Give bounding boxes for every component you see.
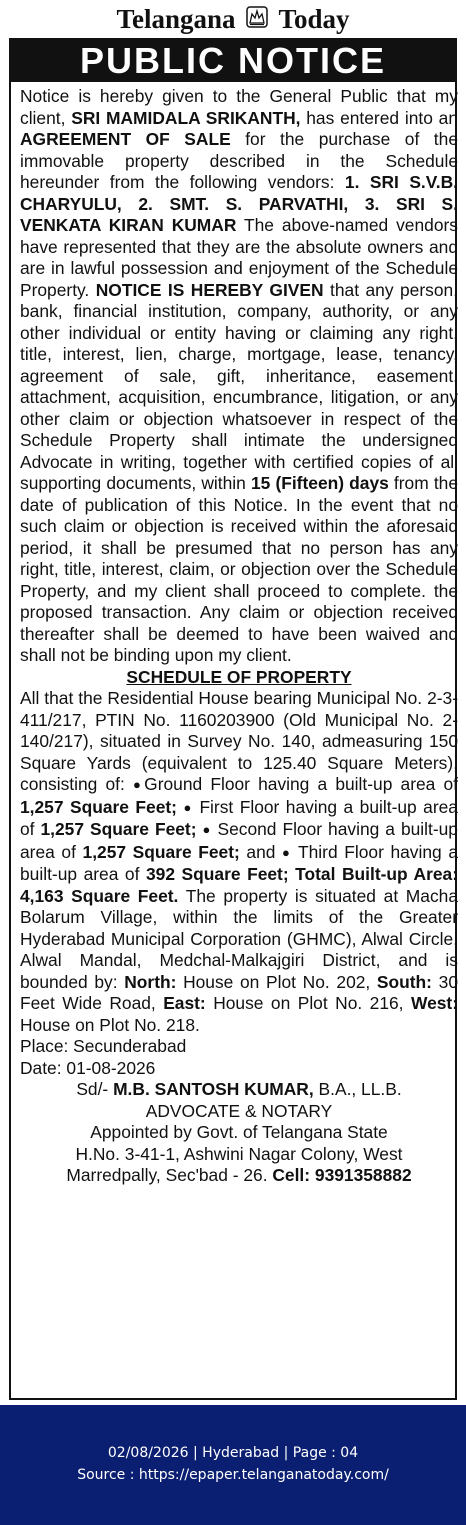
- footer-source-line: Source : https://epaper.telanganatoday.com/: [77, 1467, 389, 1483]
- boundary-east-label: East:: [163, 993, 206, 1013]
- signature-prefix: Sd/-: [76, 1079, 114, 1099]
- advocate-title: ADVOCATE & NOTARY: [145, 1100, 333, 1121]
- appointment-line: Appointed by Govt. of Telangana State: [90, 1122, 388, 1142]
- advocate-degrees: B.A., LL.B.: [313, 1079, 402, 1099]
- emblem-logo-icon: [246, 2, 268, 36]
- schedule-text: Third Floor having a built-up area of: [20, 841, 458, 884]
- client-name: SRI MAMIDALA SRIKANTH,: [71, 107, 301, 128]
- intro-text: from the date of publication of this Notice. In the event that no such claim or objection is received within the aforesaid period, it shall be presumed that no person has any right, title, interest, claim, or objection over the Schedule Property, and my client shall proceed to complete. the proposed transaction. Any claim or objection received thereafter shall be deemed to have been waived and shall not be binding upon my client.: [20, 473, 459, 665]
- boundary-east-value: House on Plot No. 216,: [205, 993, 411, 1013]
- boundary-west-value: House on Plot No. 218.: [20, 1014, 200, 1035]
- deadline-days: 15 (Fifteen) days: [250, 473, 389, 493]
- newspaper-masthead: [0, 2, 466, 36]
- bullet-icon: ●: [202, 822, 212, 837]
- vendor-names: 1. SRI S.V.B. CHARYULU, 2. SMT. S. PARVATHI, 3. SRI S. VENKATA KIRAN KUMAR: [20, 172, 458, 235]
- boundary-south-value: 30 Feet Wide Road,: [20, 971, 458, 1013]
- address-line-1: H.No. 3-41-1, Ashwini Nagar Colony, West: [75, 1143, 403, 1164]
- schedule-text: Ground Floor having a built-up area of: [144, 774, 458, 794]
- total-built-up-area: Total Built-up Area: 4,163 Square Feet.: [20, 864, 459, 906]
- intro-text: has entered into an: [300, 107, 458, 128]
- schedule-text: and: [239, 841, 283, 862]
- schedule-text: Second Floor having a built-up area of: [20, 819, 458, 862]
- address-line-2: [20, 1165, 458, 1187]
- second-floor-area: 1,257 Square Feet;: [82, 841, 240, 862]
- notice-body: [20, 86, 458, 1187]
- schedule-text: All that the Residential House bearing Municipal No. 2-3-411/217, PTIN No. 1160203900 (Old Municipal No. 2-140/217), situated in Survey No. 140, admeasuring 150 Square Yards (equivalent to 125.40 Square Meters), consisting of:: [20, 688, 458, 794]
- notice-heading: PUBLIC NOTICE: [9, 38, 457, 82]
- boundary-north-label: North:: [124, 971, 177, 992]
- place-line: Place: Secunderabad: [20, 1036, 187, 1056]
- ground-floor-area: 1,257 Square Feet;: [20, 796, 177, 817]
- third-floor-area: 392 Square Feet;: [146, 864, 289, 884]
- agreement-label: AGREEMENT OF SALE: [20, 129, 231, 149]
- schedule-text: The property is situated at Macha Bolarum Village, within the limits of the Greater Hyderabad Municipal Corporation (GHMC), Alwal Circle, Alwal Mandal, Medchal-Malkajgiri District, and is bounded by:: [20, 885, 459, 992]
- schedule-title: SCHEDULE OF PROPERTY: [126, 666, 352, 687]
- source-footer: [0, 1405, 466, 1525]
- schedule-paragraph: [20, 688, 458, 1036]
- boundary-south-label: South:: [376, 971, 432, 992]
- signature-line: [20, 1079, 458, 1101]
- notice-phrase: NOTICE IS HEREBY GIVEN: [95, 279, 324, 300]
- intro-text: that any person, bank, financial institution, company, authority, or any other individual or entity having or claiming any right, title, interest, lien, charge, mortgage, lease, tenancy, agreement of sale, gift, inheritance, easement, attachment, acquisition, encumbrance, litigation, or any other claim or objection whatsoever in respect of the Schedule Property shall intimate the undersigned Advocate in writing, together with certified copies of all supporting documents, within: [20, 279, 458, 493]
- intro-text: for the purchase of the immovable property described in the Schedule hereunder from the following vendors:: [20, 129, 458, 192]
- first-floor-area: 1,257 Square Feet;: [40, 819, 197, 839]
- intro-text: Notice is hereby given to the General Public that my client,: [20, 86, 458, 128]
- schedule-text: First Floor having a built-up area of: [20, 796, 458, 839]
- bullet-icon: ●: [132, 777, 145, 792]
- footer-date-line: 02/08/2026 | Hyderabad | Page : 04: [107, 1445, 359, 1461]
- bullet-icon: ●: [183, 799, 193, 815]
- advocate-name: M.B. SANTOSH KUMAR,: [113, 1079, 314, 1099]
- intro-paragraph: [20, 86, 458, 667]
- bullet-icon: ●: [282, 844, 292, 860]
- boundary-north-value: House on Plot No. 202,: [176, 971, 377, 992]
- date-line: Date: 01-08-2026: [20, 1057, 156, 1078]
- address-text: Marredpally, Sec'bad - 26.: [66, 1165, 273, 1185]
- cell-number: Cell: 9391358882: [272, 1165, 412, 1185]
- masthead-right-word: Today: [278, 4, 350, 34]
- boundary-west-label: West:: [410, 993, 458, 1013]
- masthead-left-word: Telangana: [116, 4, 236, 34]
- intro-text: The above-named vendors have represented that they are the absolute owners and are in lawful possession and enjoyment of the Schedule Property.: [20, 215, 458, 300]
